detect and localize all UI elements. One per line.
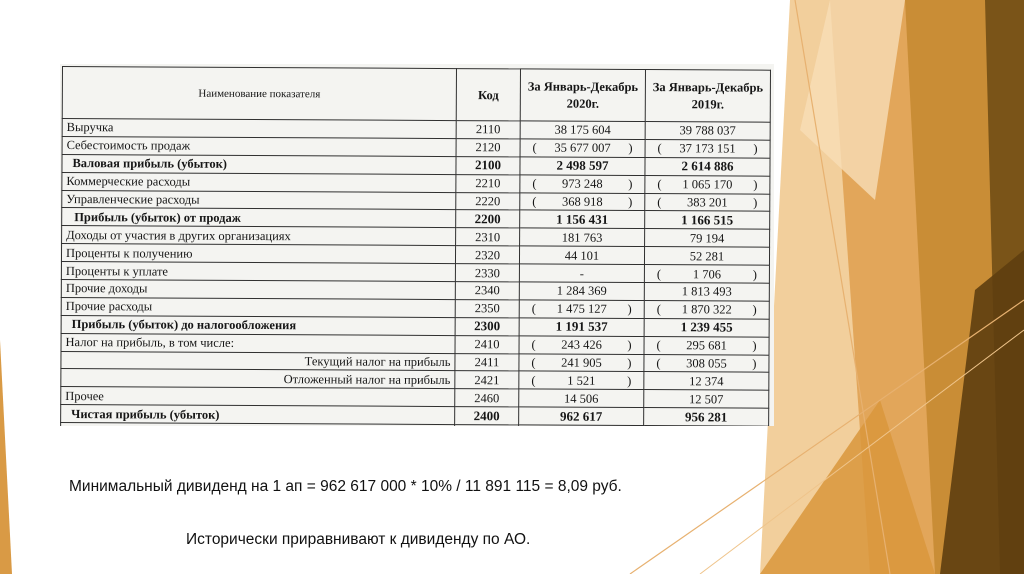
v2019-value: 12 507 bbox=[689, 392, 724, 407]
v2020-value: 44 101 bbox=[564, 248, 600, 263]
indicator-code: 2220 bbox=[456, 192, 520, 210]
v2020-value: 181 763 bbox=[561, 230, 603, 245]
v2019-cell bbox=[644, 408, 769, 426]
v2020-wrap bbox=[524, 338, 640, 353]
close-paren: ) bbox=[628, 141, 633, 156]
v2020-value: 1 475 127 bbox=[556, 301, 607, 317]
close-paren: ) bbox=[627, 338, 632, 353]
v2019-wrap bbox=[649, 249, 765, 264]
v2020-wrap bbox=[524, 177, 640, 192]
v2020-wrap bbox=[523, 355, 639, 370]
cut-off-cell bbox=[519, 425, 644, 426]
v2019-value: 52 281 bbox=[689, 248, 725, 264]
indicator-code: 2110 bbox=[456, 121, 520, 139]
v2019-cell bbox=[645, 122, 770, 141]
indicator-code: 2421 bbox=[455, 371, 519, 389]
v2020-wrap bbox=[525, 123, 641, 138]
header-2019 bbox=[645, 70, 770, 123]
v2020-wrap bbox=[524, 320, 640, 335]
v2019-wrap bbox=[648, 392, 764, 407]
indicator-code: 2120 bbox=[456, 138, 520, 156]
v2019-wrap bbox=[649, 231, 765, 246]
indicator-name: Прибыль (убыток) от продаж bbox=[62, 208, 456, 228]
v2020-wrap bbox=[523, 409, 639, 424]
v2020-cell bbox=[519, 407, 644, 426]
v2019-cell bbox=[644, 300, 769, 319]
v2020-value: 35 677 007 bbox=[554, 140, 611, 156]
v2019-wrap bbox=[650, 141, 766, 156]
v2020-wrap bbox=[524, 266, 640, 281]
v2019-wrap bbox=[649, 159, 765, 174]
v2020-cell bbox=[519, 389, 644, 408]
v2020-cell bbox=[519, 264, 644, 283]
v2020-wrap bbox=[524, 248, 640, 263]
v2020-wrap bbox=[523, 391, 639, 406]
bg-left-sliver bbox=[0, 340, 12, 574]
v2019-cell bbox=[645, 175, 770, 194]
header-indicator-name: Наименование показателя bbox=[62, 67, 456, 121]
open-paren: ( bbox=[531, 337, 536, 352]
v2019-value: 956 281 bbox=[685, 408, 728, 425]
indicator-code: 2350 bbox=[455, 299, 519, 317]
header-2020 bbox=[520, 69, 645, 122]
open-paren: ( bbox=[656, 302, 661, 317]
v2020-cell bbox=[520, 192, 645, 211]
v2020-cell bbox=[519, 300, 644, 319]
table-header-row bbox=[62, 67, 770, 123]
close-paren: ) bbox=[628, 194, 633, 209]
v2019-wrap bbox=[649, 320, 765, 335]
open-paren: ( bbox=[532, 140, 537, 155]
indicator-code: 2460 bbox=[455, 389, 519, 407]
close-paren: ) bbox=[753, 195, 758, 210]
v2019-value: 2 614 886 bbox=[681, 158, 734, 174]
v2020-value: 1 191 537 bbox=[555, 318, 608, 335]
v2019-value: 79 194 bbox=[689, 231, 725, 246]
indicator-code: 2300 bbox=[455, 317, 519, 335]
indicator-code: 2200 bbox=[456, 210, 520, 228]
open-paren: ( bbox=[531, 301, 536, 316]
historical-note: Исторически приравнивают к дивиденду по АО. bbox=[186, 531, 531, 548]
v2019-value: 1 870 322 bbox=[681, 302, 732, 317]
v2020-cell bbox=[519, 353, 644, 372]
v2020-value: 38 175 604 bbox=[554, 123, 611, 138]
v2019-wrap bbox=[649, 302, 765, 317]
v2020-cell bbox=[520, 228, 645, 247]
v2020-value: 1 521 bbox=[567, 373, 596, 388]
v2020-cell bbox=[520, 175, 645, 194]
v2019-value: 383 201 bbox=[686, 195, 728, 210]
dividend-formula: Минимальный дивиденд на 1 ап = 962 617 000 * 10% / 11 891 115 = 8,09 руб. bbox=[69, 478, 622, 495]
open-paren: ( bbox=[531, 355, 536, 370]
v2020-value: 241 905 bbox=[561, 355, 602, 370]
cut-off-cell bbox=[455, 425, 519, 426]
financial-results-table bbox=[60, 66, 771, 426]
indicator-code: 2400 bbox=[455, 407, 519, 425]
indicator-code: 2100 bbox=[456, 156, 520, 174]
v2019-value: 39 788 037 bbox=[679, 123, 736, 138]
header-2020-line1: За Январь-Декабрь bbox=[527, 78, 639, 94]
indicator-code: 2210 bbox=[456, 174, 520, 192]
indicator-name: Чистая прибыль (убыток) bbox=[61, 405, 455, 425]
indicator-code: 2310 bbox=[456, 228, 520, 246]
v2019-cell bbox=[644, 265, 769, 284]
header-code: Код bbox=[456, 69, 520, 121]
v2019-wrap bbox=[649, 177, 765, 192]
v2019-wrap bbox=[649, 338, 765, 353]
v2020-value: 973 248 bbox=[562, 176, 603, 191]
v2019-value: 1 239 455 bbox=[680, 319, 733, 335]
v2019-cell bbox=[645, 229, 770, 248]
v2020-cell bbox=[520, 139, 645, 158]
v2020-value: 1 156 431 bbox=[556, 211, 609, 227]
v2019-wrap bbox=[649, 285, 765, 300]
v2019-wrap bbox=[649, 267, 765, 282]
v2019-value: 1 166 515 bbox=[681, 212, 734, 228]
v2020-cell bbox=[519, 371, 644, 390]
indicator-name: Коммерческие расходы bbox=[62, 172, 456, 192]
v2020-wrap bbox=[524, 230, 640, 245]
v2019-cell bbox=[645, 139, 770, 158]
v2020-cell bbox=[520, 157, 645, 176]
indicator-name: Валовая прибыль (убыток) bbox=[62, 154, 456, 174]
v2019-value: 308 055 bbox=[686, 356, 727, 371]
open-paren: ( bbox=[656, 356, 661, 371]
v2019-wrap bbox=[649, 213, 765, 228]
v2019-cell bbox=[644, 390, 769, 409]
indicator-name: Доходы от участия в других организациях bbox=[62, 226, 456, 246]
header-2020-line2: 2020г. bbox=[566, 96, 600, 111]
v2019-cell bbox=[645, 193, 770, 212]
v2019-value: 1 065 170 bbox=[682, 177, 733, 192]
v2020-value: 962 617 bbox=[560, 408, 603, 424]
open-paren: ( bbox=[532, 176, 537, 191]
scanned-report bbox=[60, 64, 774, 426]
v2019-cell bbox=[644, 247, 769, 266]
v2020-value: 1 284 369 bbox=[556, 284, 607, 299]
open-paren: ( bbox=[657, 195, 662, 210]
header-2019-line1: За Январь-Декабрь bbox=[652, 79, 764, 95]
v2019-value: 1 813 493 bbox=[681, 284, 732, 299]
indicator-name: Управленческие расходы bbox=[62, 190, 456, 210]
v2020-wrap bbox=[524, 159, 640, 174]
v2020-cell bbox=[519, 318, 644, 337]
indicator-name: Прочие расходы bbox=[61, 297, 455, 317]
v2020-value: - bbox=[579, 266, 585, 281]
open-paren: ( bbox=[656, 266, 662, 281]
indicator-name: Прибыль (убыток) до налогообложения bbox=[61, 315, 455, 335]
indicator-code: 2340 bbox=[455, 282, 519, 300]
v2019-cell bbox=[644, 372, 769, 391]
indicator-name: Проценты к получению bbox=[61, 244, 455, 264]
v2020-cell bbox=[520, 210, 645, 229]
v2019-cell bbox=[645, 211, 770, 230]
v2019-wrap bbox=[649, 195, 765, 210]
v2019-cell bbox=[644, 318, 769, 337]
v2020-cell bbox=[519, 282, 644, 301]
indicator-name: Себестоимость продаж bbox=[62, 136, 456, 156]
indicator-name: Отложенный налог на прибыль bbox=[61, 369, 455, 389]
v2020-wrap bbox=[524, 194, 640, 209]
v2020-wrap bbox=[524, 284, 640, 299]
open-paren: ( bbox=[657, 141, 662, 156]
open-paren: ( bbox=[657, 177, 662, 192]
close-paren: ) bbox=[752, 267, 757, 282]
open-paren: ( bbox=[532, 194, 537, 209]
v2020-value: 243 426 bbox=[561, 337, 602, 352]
indicator-name: Текущий налог на прибыль bbox=[61, 351, 455, 371]
v2020-cell bbox=[520, 121, 645, 140]
close-paren: ) bbox=[627, 302, 632, 317]
indicator-code: 2411 bbox=[455, 353, 519, 371]
v2020-value: 14 506 bbox=[564, 391, 599, 406]
v2019-value: 1 706 bbox=[692, 266, 722, 282]
close-paren: ) bbox=[753, 141, 758, 156]
v2019-wrap bbox=[648, 410, 764, 425]
open-paren: ( bbox=[531, 373, 536, 388]
indicator-name: Прочие доходы bbox=[61, 280, 455, 300]
v2020-wrap bbox=[524, 212, 640, 227]
close-paren: ) bbox=[752, 356, 757, 371]
v2020-cell bbox=[519, 246, 644, 265]
indicator-name: Налог на прибыль, в том числе: bbox=[61, 333, 455, 353]
v2019-wrap bbox=[648, 356, 764, 371]
v2019-value: 37 173 151 bbox=[679, 141, 736, 156]
indicator-name: Выручка bbox=[62, 119, 456, 139]
close-paren: ) bbox=[752, 338, 757, 353]
v2020-wrap bbox=[525, 141, 641, 156]
indicator-code: 2410 bbox=[455, 335, 519, 353]
indicator-code: 2320 bbox=[455, 246, 519, 264]
indicator-code: 2330 bbox=[455, 264, 519, 282]
v2019-wrap bbox=[650, 124, 766, 139]
v2019-cell bbox=[644, 354, 769, 373]
v2019-cell bbox=[644, 283, 769, 302]
close-paren: ) bbox=[753, 177, 758, 192]
close-paren: ) bbox=[627, 355, 632, 371]
v2020-value: 2 498 597 bbox=[556, 157, 609, 174]
close-paren: ) bbox=[627, 373, 632, 388]
v2020-wrap bbox=[523, 373, 639, 388]
open-paren: ( bbox=[656, 338, 661, 353]
close-paren: ) bbox=[752, 302, 757, 317]
v2020-cell bbox=[519, 336, 644, 355]
v2019-value: 12 374 bbox=[689, 374, 724, 389]
indicator-name: Проценты к уплате bbox=[61, 262, 455, 282]
v2020-wrap bbox=[524, 302, 640, 317]
v2019-value: 295 681 bbox=[686, 338, 727, 353]
header-2019-line2: 2019г. bbox=[691, 96, 725, 111]
v2020-value: 368 918 bbox=[561, 194, 603, 209]
indicator-name: Прочее bbox=[61, 387, 455, 407]
v2019-wrap bbox=[648, 374, 764, 389]
v2019-cell bbox=[644, 336, 769, 355]
close-paren: ) bbox=[628, 177, 633, 192]
v2019-cell bbox=[645, 157, 770, 176]
